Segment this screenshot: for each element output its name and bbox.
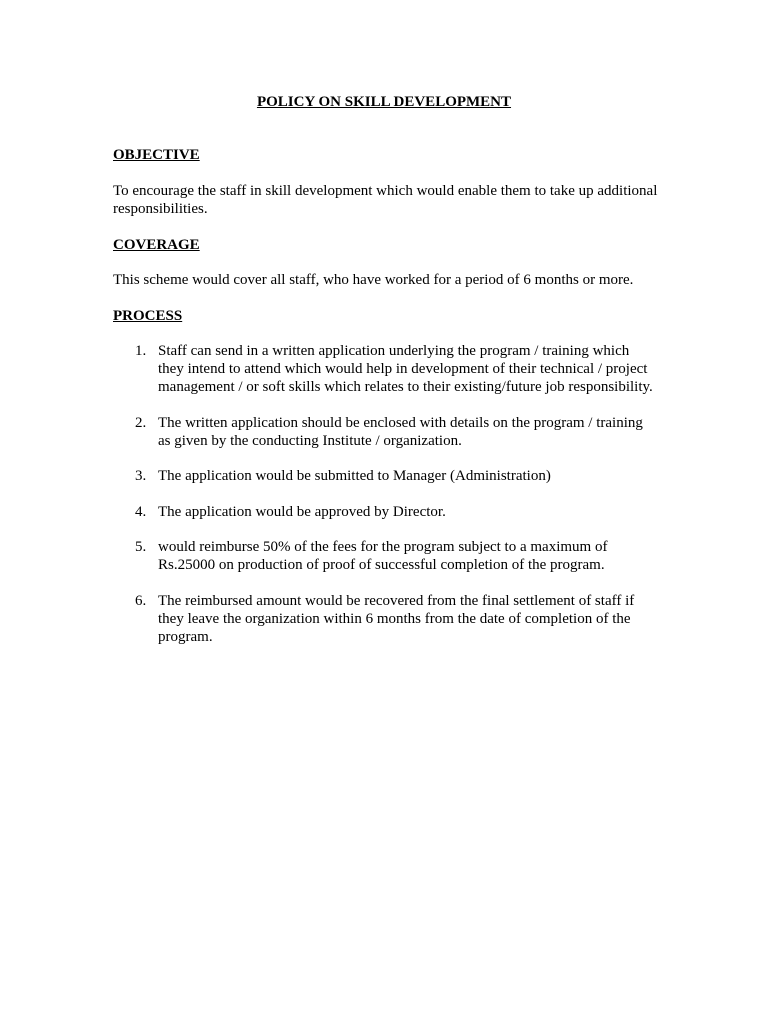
process-list: [113, 342, 658, 664]
process-item-number: 4.: [135, 503, 147, 520]
process-item: [113, 592, 658, 647]
process-heading: PROCESS: [113, 308, 183, 324]
process-item: [113, 467, 658, 485]
objective-heading: OBJECTIVE: [113, 147, 200, 163]
document-title: POLICY ON SKILL DEVELOPMENT: [256, 94, 512, 110]
process-item: [113, 342, 658, 397]
process-item-number: 3.: [135, 468, 147, 485]
process-item-number: 2.: [135, 414, 147, 431]
process-item-text: The reimbursed amount would be recovered from the final settlement of staff if they leave the organization within 6 months from the date of completion of the program.: [158, 592, 635, 646]
coverage-text: This scheme would cover all staff, who have worked for a period of 6 months or more.: [113, 272, 634, 288]
process-item: [113, 503, 658, 521]
process-item-number: 5.: [135, 539, 147, 556]
process-item-number: 1.: [135, 343, 147, 359]
process-item-text: Staff can send in a written application underlying the program / training which they intend to attend which would help in development of their technical / project management / or soft skills which relates to their existing/future job responsibility.: [158, 343, 653, 396]
process-item-text: The application would be approved by Director.: [158, 503, 446, 520]
objective-text: To encourage the staff in skill development which would enable them to take up additional responsibilities.: [113, 183, 658, 218]
coverage-heading: COVERAGE: [113, 237, 200, 253]
process-item: [113, 538, 658, 574]
process-item-text: would reimburse 50% of the fees for the program subject to a maximum of Rs.25000 on production of proof of successful completion of the program.: [158, 539, 608, 574]
process-item-text: The written application should be enclosed with details on the program / training as given by the conducting Institute / organization.: [158, 414, 643, 449]
process-item: [113, 414, 658, 450]
process-item-number: 6.: [135, 592, 147, 609]
process-item-text: The application would be submitted to Manager (Administration): [158, 468, 551, 485]
